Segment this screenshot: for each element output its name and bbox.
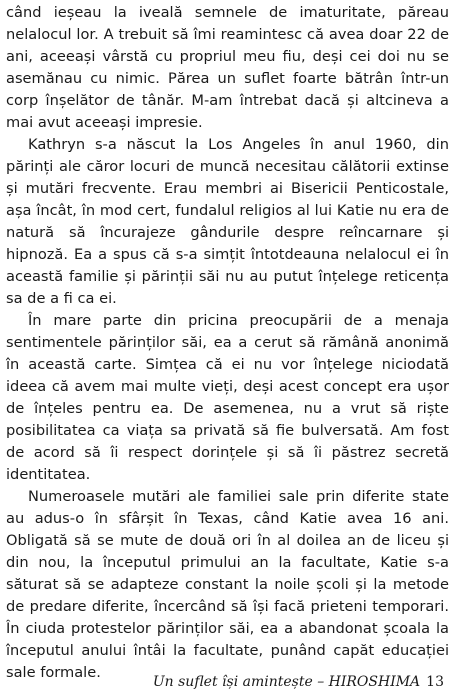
page-body [6, 2, 449, 684]
paragraph-kathryn-birth: Kathryn s-a născut la Los Angeles în anul 1960, din părinți ale căror locuri de muncă necesitau călătorii extinse și mutări frecvente. Erau membri ai Bisericii Penticostale, așa încât, în mod cert, fundalul religios al lui Katie nu era de natură să încurajeze gândurile despre reîncarnare și hipnoză. Ea a spus că s-a simțit întotdeauna nelalocul ei în această familie și părinții săi nu au putut înțelege reticența sa de a fi ca ei. [6, 136, 449, 307]
paragraph-moves-texas: Numeroasele mutări ale familiei sale prin diferite state au adus-o în sfârșit în Texas, când Katie avea 16 ani. Obligată să se mute de două ori în al doilea an de liceu și din nou, la începutul primului an la facultate, Katie s-a săturat să se adapteze constant la noile școli și la metode de predare diferite, încercând să își facă prieteni temporari. În ciuda protestelor părinților săi, ea a abandonat școala la începutul anului întâi la facultate, punând capăt educației sale formale. [6, 488, 449, 681]
page-number: 13 [426, 674, 444, 690]
paragraph-continued: când ieșeau la iveală semnele de imaturitate, păreau nelalocul lor. A trebuit să îmi reamintesc că avea doar 22 de ani, aceeași vârstă cu propriul meu fiu, deși cei doi nu se asemănau cu nimic. Părea un suflet foarte bătrân într-un corp înșelător de tânăr. M-am întrebat dacă și altcineva a mai avut aceeași impresie. [6, 4, 449, 131]
page-footer [153, 674, 444, 690]
running-title: Un suflet își amintește – HIROSHIMA [152, 674, 421, 690]
paragraph-anonymity: În mare parte din pricina preocupării de a menaja sentimentele părinților săi, ea a cerut să rămână anonimă în această carte. Simțea că ei nu vor înțelege niciodată ideea că avem mai multe vieți, deși acest concept era ușor de înțeles pentru ea. De asemenea, nu a vrut să riște posibilitatea ca viața sa privată să fie bulversată. Am fost de acord să îi respect dorințele și să îi păstrez secretă identitatea. [6, 312, 449, 483]
